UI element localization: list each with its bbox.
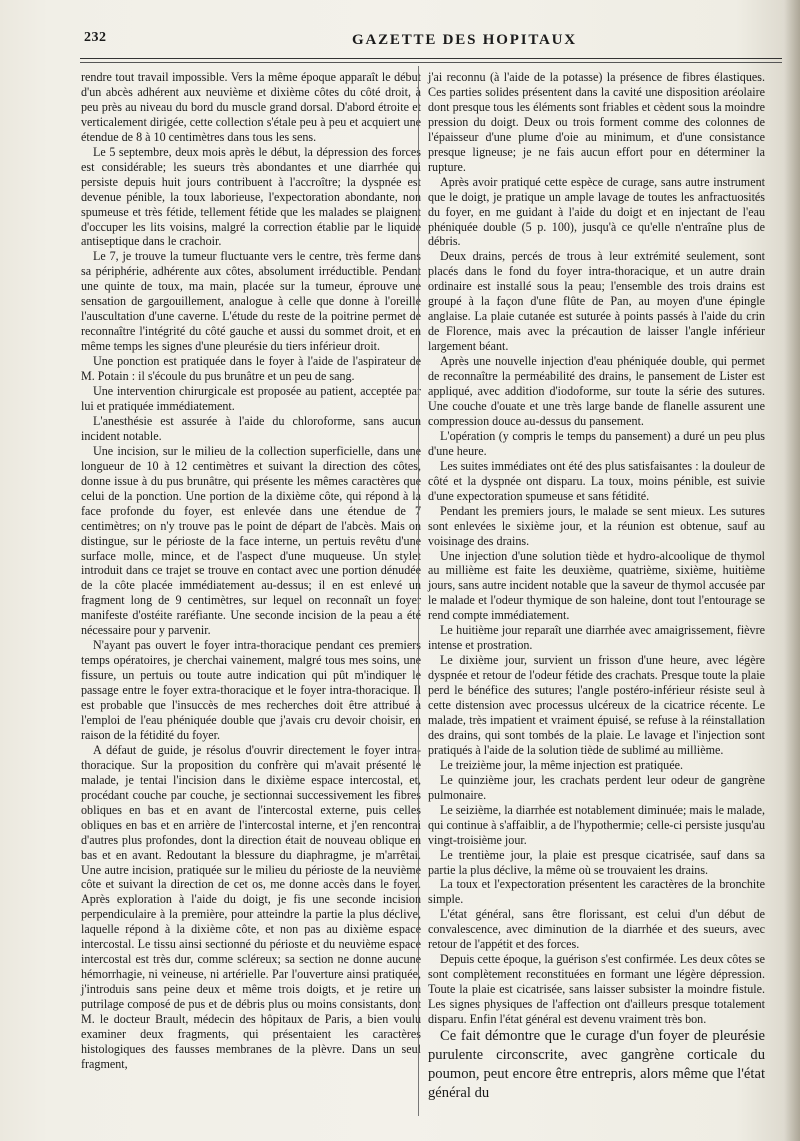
paragraph: Pendant les premiers jours, le malade se sent mieux. Les sutures sont enlevées le sixième jour, et la réunion est obtenue, sauf au voisinage des drains. <box>428 503 765 548</box>
paragraph: Une incision, sur le milieu de la collection superficielle, dans une longueur de 10 à 12 centimètres et suivant la direction des côtes, donne issue à du pus brunâtre, qui présente les mêmes caractères que celui de la ponction. Une portion de la dixième côte, qui répond à la face profonde du foyer, est enlevée dans une étendue de 7 centimètres; on n'y trouve pas le point de départ de l'abcès. Mais on distingue, sur le périoste de la face interne, un pertuis revêtu d'une surface molle, mince, et de l'aspect d'une muqueuse. Un stylet introduit dans ce trajet se trouve en contact avec une portion dénudée de la côte placée immédiatement au-dessus; il en est enlevé un fragment long de 9 centimètres, sur lequel on reconnaît un foyer manifeste d'ostéite raréfiante. Une seconde incision de la peau a été nécessaire pour y parvenir. <box>81 443 421 638</box>
paragraph: Le dixième jour, survient un frisson d'une heure, avec légère dyspnée et retour de l'odeur fétide des crachats. Presque toute la plaie perd le bénéfice des sutures; l'angle postéro-inférieur résiste seul à cette distension avec processus ulcéreux de la cicatrice récente. Le malade, très impatient et vraiment épuisé, se refuse à la réinstallation des drains, qui sont tombés de la plaie. Le lavage et l'injection sont pratiqués à l'aide de la solution tiède de sublimé au millième. <box>428 653 765 757</box>
paragraph: La toux et l'expectoration présentent les caractères de la bronchite simple. <box>428 877 765 907</box>
page-edge-shadow <box>784 0 800 1141</box>
paragraph: A défaut de guide, je résolus d'ouvrir directement le foyer intra-thoracique. Sur la proposition du confrère qui m'avait présenté le malade, je tentai l'incision dans le dixième espace intercostal, et, procédant couche par couche, je sectionnai successivement les fibres obliques en bas et en avant de l'intercostal externe, puis celles obliques en bas et en arrière de l'intercostal interne, et j'en rencontrai d'autres plus profondes, dont la direction était de nouveau oblique en bas et en avant. Redoutant la blessure du diaphragme, je m'arrêtai. Une autre incision, pratiquée sur le milieu du périoste de la neuvième côte et suivant la direction de cet os, me donne accès dans le foyer. Après exploration à l'aide du doigt, je fis une seconde incision perpendiculaire à la première, pour atteindre la partie la plus déclive, laquelle répond à la dixième côte, et non pas au dixième espace intercostal. Le tissu ainsi sectionné du périoste et du neuvième espace intercostal est très dur, comme scléreux; sa section ne donne aucune hémorrhagie, ni veineuse, ni artérielle. Par l'ouverture ainsi pratiquée, j'introduis sans peine deux et même trois doigts, et je retire un putrilage composé de pus et de débris plus ou moins consistants, dont M. le docteur Brault, médecin des hôpitaux de Paris, a bien voulu examiner deux fragments, qui présentaient les caractères histologiques des fausses membranes de la plèvre. Dans un seul fragment, <box>81 742 421 1071</box>
paragraph: Le seizième, la diarrhée est notablement diminuée; mais le malade, qui continue à s'affaiblir, a de l'hypothermie; celle-ci persiste jusqu'au vingt-troisième jour. <box>428 802 765 847</box>
paragraph: Le trentième jour, la plaie est presque cicatrisée, sauf dans sa partie la plus déclive, la même où se trouvaient les drains. <box>428 847 765 877</box>
header-rule-thin <box>80 62 782 63</box>
paragraph: Après une nouvelle injection d'eau phéniquée double, qui permet de reconnaître la perméabilité des drains, le pansement de Lister est appliqué, avec addition d'iodoforme, sur toute la série des sutures. Une couche d'ouate et une très large bande de flanelle assurent une compression douce au-dessus du pansement. <box>428 354 765 428</box>
paragraph: Le quinzième jour, les crachats perdent leur odeur de gangrène pulmonaire. <box>428 772 765 802</box>
paragraph: Deux drains, percés de trous à leur extrémité seulement, sont placés dans le fond du foyer intra-thoracique, et un autre drain ordinaire est installé sous la peau; l'ensemble des trois drains est groupé à la façon d'une flûte de Pan, au moyen d'une épingle anglaise. La plaie cutanée est suturée à points passés à l'aide du crin de Florence, mais avec la précaution de laisser l'angle inférieur largement béant. <box>428 249 765 354</box>
paragraph: rendre tout travail impossible. Vers la même époque apparaît le début d'un abcès adhérent aux neuvième et dixième côtes du côté droit, à peu près au niveau du bord du muscle grand dorsal. D'abord étroite et verticalement dirigée, cette collection s'étale peu à peu et acquiert une étendue de 8 à 10 centimètres dans tous les sens. <box>81 70 421 144</box>
paragraph: N'ayant pas ouvert le foyer intra-thoracique pendant ces premiers temps opératoires, je cherchai vainement, malgré tous mes soins, une fissure, un pertuis ou toute autre indication qui pût m'indiquer le passage entre le foyer extra-thoracique et le foyer intra-thoracique. Il est probable que l'insuccès de mes recherches doit être attribué à l'emploi de l'eau phéniquée double que j'avais cru devoir choisir, en raison de la fétidité du foyer. <box>81 638 421 742</box>
page-number: 232 <box>84 30 107 45</box>
left-column <box>81 70 421 1072</box>
column-divider <box>418 66 419 1116</box>
paragraph: Une ponction est pratiquée dans le foyer à l'aide de l'aspirateur de M. Potain : il s'écoule du pus brunâtre et un peu de sang. <box>81 354 421 384</box>
paragraph: Les suites immédiates ont été des plus satisfaisantes : la douleur de côté et la dyspnée ont disparu. La toux, moins pénible, est suivie d'une expectoration spumeuse et sans fétidité. <box>428 458 765 503</box>
closing-paragraph: Ce fait démontre que le curage d'un foyer de pleurésie purulente circonscrite, avec gangrène corticale du poumon, peut encore être entrepris, alors même que l'état général du <box>428 1028 765 1101</box>
page-header <box>62 26 762 56</box>
paragraph: Le treizième jour, la même injection est pratiquée. <box>440 757 683 772</box>
paragraph: Le 5 septembre, deux mois après le début, la dépression des forces est considérable; les sueurs très abondantes et une diarrhée qui persiste depuis huit jours contribuent à l'accroître; la dyspnée est devenue pénible, la toux laborieuse, l'expectoration abondante, non spumeuse et très fétide, tellement fétide que les malades se plaignent d'occuper les lits voisins, malgré la correction établie par le liquide antiseptique dans le crachoir. <box>81 144 421 249</box>
paragraph: Le 7, je trouve la tumeur fluctuante vers le centre, très ferme dans sa périphérie, adhérente aux côtes, absolument irréductible. Pendant une quinte de toux, ma main, placée sur la tumeur, éprouve une sensation de gargouillement, analogue à celle que donne à l'oreille l'auscultation d'une caverne. L'étude du reste de la poitrine permet de reconnaître l'intégrité du côté gauche et aussi du sommet droit, et en même temps les signes d'une pleurésie du tiers inférieur droit. <box>81 249 421 354</box>
journal-title: GAZETTE DES HOPITAUX <box>352 32 577 48</box>
paragraph: Depuis cette époque, la guérison s'est confirmée. Les deux côtes se sont complètement reconstituées en formant une légère dépression. Toute la plaie est cicatrisée, sans laisser subsister la moindre fistule. Les signes physiques de l'affection ont d'ailleurs presque totalement disparu. Enfin l'état général est devenu vraiment très bon. <box>428 952 765 1027</box>
paragraph: Une intervention chirurgicale est proposée au patient, acceptée par lui et pratiquée immédiatement. <box>81 384 421 413</box>
paragraph: j'ai reconnu (à l'aide de la potasse) la présence de fibres élastiques. Ces parties solides présentent dans la cavité une disposition aréolaire dont presque tous les éléments sont friables et cèdent sous la moindre pression du doigt. Deux ou trois forment comme des colonnes de l'épaisseur d'une plume d'oie au minimum, et d'une consistance presque ligneuse; je ne fais aucun effort pour en déterminer la rupture. <box>428 70 765 174</box>
paragraph: L'opération (y compris le temps du pansement) a duré un peu plus d'une heure. <box>428 428 765 458</box>
paragraph: L'état général, sans être florissant, est celui d'un début de convalescence, avec diminution de la diarrhée et des sueurs, avec retour de l'appétit et des forces. <box>428 907 765 952</box>
paragraph: Le huitième jour reparaît une diarrhée avec amaigrissement, fièvre intense et prostration. <box>428 623 765 653</box>
paragraph: Une injection d'une solution tiède et hydro-alcoolique de thymol au millième est faite les deuxième, quatrième, sixième, huitième jours, sans autre incident notable que la saveur de thymol accusée par le malade et l'odeur thymique de son haleine, dont tout l'entourage se rend compte immédiatement. <box>428 548 765 623</box>
header-rule <box>80 58 782 59</box>
right-column <box>428 70 765 1103</box>
paragraph: L'anesthésie est assurée à l'aide du chloroforme, sans aucun incident notable. <box>81 413 421 443</box>
paragraph: Après avoir pratiqué cette espèce de curage, sans autre instrument que le doigt, je pratique un ample lavage de toutes les anfractuosités du foyer, en me guidant à l'aide du doigt et en injectant de l'eau phéniquée double (5 p. 100), jusqu'à ce qu'elle n'entraîne plus de débris. <box>428 174 765 249</box>
